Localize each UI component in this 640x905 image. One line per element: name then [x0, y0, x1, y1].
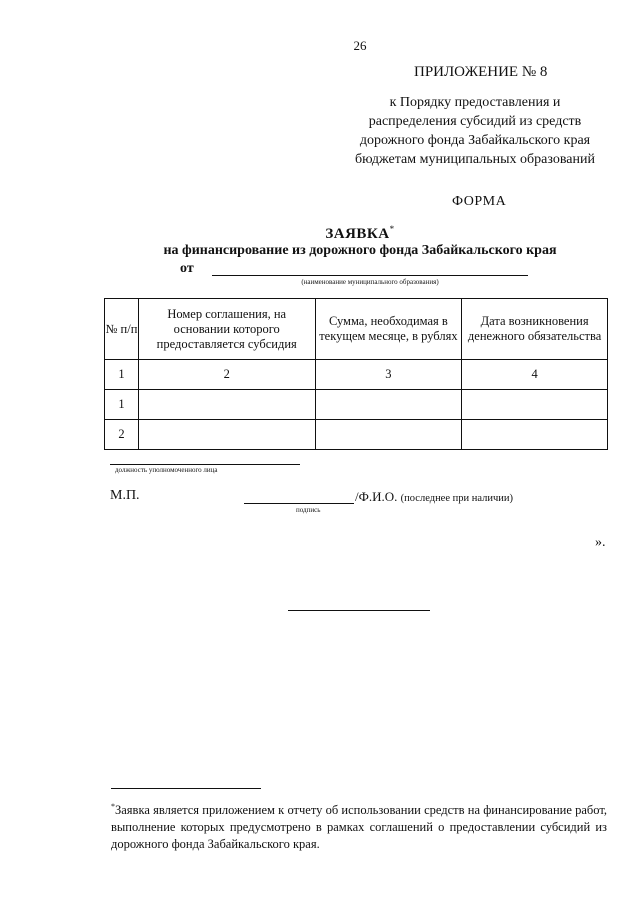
appendix-reference-line: дорожного фонда Забайкальского края — [359, 133, 591, 148]
table-cell: 2 — [105, 420, 139, 450]
table-cell — [462, 390, 608, 420]
table-cell — [315, 390, 462, 420]
separator-line — [288, 610, 430, 611]
document-subtitle: на финансирование из дорожного фонда Забайкальского края — [163, 243, 557, 258]
appendix-reference-line: бюджетам муниципальных образований — [355, 152, 595, 167]
footnote-text: Заявка является приложением к отчету об использовании средств на финансирование работ, выполнение которых предусмотрено в рамках соглашений о предоставлении субсидий из дорожного фонда Забайкальского края. — [111, 803, 607, 852]
page-number: 26 — [353, 38, 367, 53]
document-title-text: ЗАЯВКА — [325, 226, 390, 242]
table-row — [105, 360, 608, 390]
fio-text: /Ф.И.О. — [355, 489, 398, 504]
request-table — [104, 298, 608, 450]
footnote-mark: * — [389, 224, 395, 234]
table-cell: 2 — [138, 360, 315, 390]
table-header-row — [105, 299, 608, 360]
column-header-amount: Сумма, необходимая в текущем месяце, в рублях — [315, 299, 462, 360]
appendix-reference-line: к Порядку предоставления и — [389, 95, 561, 110]
appendix-reference-line: распределения субсидий из средств — [368, 114, 582, 129]
table-cell: 3 — [315, 360, 462, 390]
from-label: от — [180, 261, 194, 276]
document-title — [0, 224, 640, 243]
footnote-separator — [111, 788, 261, 789]
column-header-number: № п/п — [105, 299, 139, 360]
table-cell: 1 — [105, 390, 139, 420]
table-cell — [138, 420, 315, 450]
table-cell: 1 — [105, 360, 139, 390]
form-label: ФОРМА — [452, 194, 507, 209]
table-row — [105, 390, 608, 420]
table-cell — [138, 390, 315, 420]
footnote-mark: * — [111, 802, 115, 811]
municipality-field-caption: (наименование муниципального образования) — [301, 278, 439, 286]
municipality-field-line — [212, 275, 528, 276]
signature-field-caption: подпись — [296, 506, 321, 514]
column-header-date: Дата возникновения денежного обязательства — [462, 299, 608, 360]
table-cell — [462, 420, 608, 450]
fio-label — [355, 489, 513, 505]
position-field-line — [110, 464, 300, 465]
appendix-reference — [330, 93, 620, 169]
closing-quote: ». — [595, 535, 606, 550]
seal-label: М.П. — [110, 488, 140, 503]
footnote — [111, 798, 607, 853]
table-cell — [315, 420, 462, 450]
column-header-agreement: Номер соглашения, на основании которого предоставляется субсидия — [138, 299, 315, 360]
table-row — [105, 420, 608, 450]
position-field-caption: должность уполномоченного лица — [115, 466, 218, 474]
appendix-title: ПРИЛОЖЕНИЕ № 8 — [414, 64, 548, 80]
table-cell: 4 — [462, 360, 608, 390]
signature-field-line — [244, 503, 354, 504]
fio-note: (последнее при наличии) — [400, 493, 513, 504]
